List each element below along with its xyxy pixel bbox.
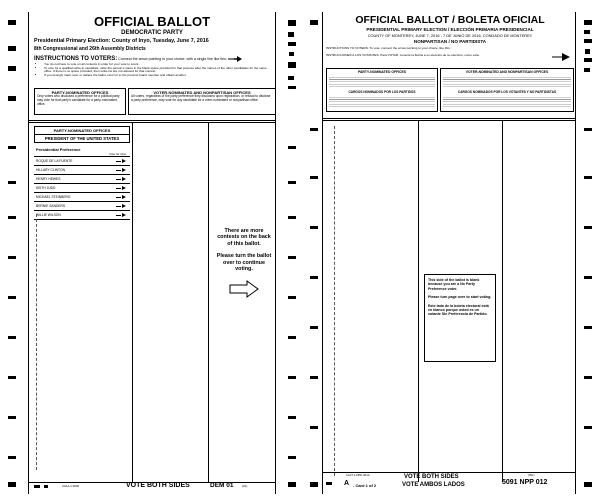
vote-arrow-icon[interactable] [116,186,126,190]
footer-id: (001) [528,473,535,477]
candidate-row[interactable] [34,175,130,184]
instructions-heading: INSTRUCTIONS TO VOTERS: [34,55,118,62]
vote-both-sides: VOTE BOTH SIDES [126,482,190,489]
column-dashed-guide [334,126,335,476]
office-group-header: PARTY-NOMINATED OFFICES [34,126,130,135]
contest-president [34,126,130,221]
blank-notice-es: Este lado de la boleta electoral está en blanco porque usted es un votante Sin Preferencia de Partido. [428,303,489,317]
instruction-item: • To vote for a qualified write-in candidate, write the person's name in the blank space provided for that purpose after the names of the other candidates for the same office. If there is no space provided, then write-ins are not allowed for that contest. [44,67,270,74]
instructions-block [34,56,270,78]
column-divider [502,120,503,482]
vote-for-label: Vote for One [109,152,126,156]
districts-line: 8th Congressional and 26th Assembly Districts [34,46,146,52]
fine-print [443,95,571,109]
party-nominated-heading: PARTY-NOMINATED OFFICES [51,90,109,95]
footer-mark [34,485,40,488]
candidate-name: HILLARY CLINTON [36,168,65,172]
party-name: DEMOCRATIC PARTY [121,30,183,36]
candidate-name: HENRY HEWES [36,177,61,181]
ballot-monterey-nonpartisan [306,6,594,494]
vote-arrow-icon[interactable] [116,213,126,217]
turn-page-en: Please turn page over to start voting. [428,295,492,300]
county-line: COUNTY OF MONTEREY, JUNE 7, 2016 - 7 DE JUNIO DE 2016, CONDADO DE MONTEREY [367,33,533,38]
vote-arrow-icon[interactable] [116,195,126,199]
party-line: NONPARTISAN / NO PARTIDISTA [413,39,487,44]
card-number: - Card 1 of 2 [353,483,377,488]
column-dashed-guide [36,214,37,470]
ballot-title: OFFICIAL BALLOT / BOLETA OFICIAL [355,14,545,26]
header-divider [322,118,576,119]
election-line: Presidential Primary Election: County of Inyo, Tuesday, June 7, 2016 [34,38,209,44]
card-letter: A [344,480,350,487]
more-contests-text: There are more contests on the back of this ballot. [217,228,271,247]
right-arrow-icon [229,280,259,298]
candidate-row[interactable] [34,193,130,202]
party-nominated-info-box [326,68,438,112]
party-nominated-info-box [34,88,126,115]
more-contests-notice [214,228,274,301]
ballot-title: OFFICIAL BALLOT [93,14,211,29]
column-divider [208,122,209,482]
party-nominated-text: Only voters who disclosed a preference for a political party may vote for that party's candidate for a party-nominated office. [37,94,120,106]
candidate-row[interactable] [34,202,130,211]
instructions-es: INSTRUCCIONES A LOS VOTANTES: Para VOTAR, conecte la flecha a su elección de su elección, como esta: [326,52,480,57]
column-divider [418,120,419,482]
fine-print [443,75,571,89]
vote-both-sides: VOTE BOTH SIDES [404,474,459,480]
party-nominated-heading-es: CARGOS NOMINADOS POR LOS PARTIDOS [348,90,416,94]
instruction-item: • You do not have to vote on all contests in order for your vote to count. [44,63,270,67]
fine-print [329,75,435,89]
please-turn-text: Please turn the ballot over to continue voting. [216,253,272,273]
connect-arrow-example-icon [228,56,242,62]
ballot-inyo-democratic [6,6,298,494]
instructions-en: INSTRUCTIONS TO VOTERS: To vote, connect the arrow pointing to your choice, like this: [326,46,451,50]
footer-mark [326,482,332,485]
voter-nominated-heading: VOTER-NOMINATED AND NONPARTISAN OFFICES [153,90,251,95]
blank-notice-en: This side of the ballot is blank because you are a No Party Preference voter. [428,278,480,291]
connect-arrow-example-icon [552,52,572,62]
instructions-lead: Connect the arrow pointing to your choice, with a single line like this: [118,56,227,61]
candidate-row[interactable] [34,184,130,193]
vote-arrow-icon[interactable] [116,159,126,163]
vote-arrow-icon[interactable] [116,177,126,181]
ballot-style-number: 5091 NPP 012 [502,479,548,486]
footer-code: CA1A-1-0009 [62,484,79,488]
fine-print [329,95,435,109]
vote-both-sides-es: VOTE AMBOS LADOS [402,482,465,488]
candidate-row[interactable] [34,166,130,175]
vote-arrow-icon[interactable] [116,204,126,208]
candidate-row[interactable] [34,157,130,166]
header-divider-2 [28,122,276,123]
column-divider [132,122,133,482]
party-code: DEM 01 [210,482,234,489]
header-divider [28,120,276,121]
footer-mark [44,485,48,488]
voter-nominated-heading-es: CARGOS NOMINADOS POR LOS VOTANTES Y NO PARTIDISTAS [457,90,557,94]
candidate-row[interactable] [34,211,130,220]
office-title: PRESIDENT OF THE UNITED STATES [34,135,130,143]
voter-nominated-heading: VOTER-NOMINATED AND NONPARTISAN OFFICES [465,70,549,74]
office-subtitle: Presidential Preference [36,147,81,152]
voter-nominated-info-box [440,68,574,112]
footer-code: CA27-1-NPP-001A [346,473,370,477]
header-divider-2 [322,120,576,121]
candidate-name: BERNIE SANDERS [36,204,66,208]
voter-nominated-info-box [128,88,276,115]
voter-nominated-text: All voters, regardless of the party preference they disclosed upon registration, or refusal to disclose a party preference, may vote for any candidate for a voter-nominated or nonpartisan office. [131,94,271,102]
election-line: PRESIDENTIAL PRIMARY ELECTION / ELECCIÓN PRIMARIA PRESIDENCIAL [366,27,534,32]
footer-id: (01) [242,484,248,488]
candidate-name: MICHAEL STEINBERG [36,195,71,199]
candidate-name: WILLIE WILSON [36,213,61,217]
instructions-block [326,47,556,58]
candidate-name: ROQUE DE LA FUENTE [36,159,73,163]
candidate-list [34,156,130,221]
party-nominated-heading: PARTY-NOMINATED OFFICES [357,70,407,74]
candidate-name: KEITH JUDD [36,186,56,190]
vote-arrow-icon[interactable] [116,168,126,172]
instruction-item: • If you wrongly mark, tear, or deface the ballot, return it to the precinct board member and obtain another. [44,74,270,78]
blank-side-notice [424,274,496,362]
